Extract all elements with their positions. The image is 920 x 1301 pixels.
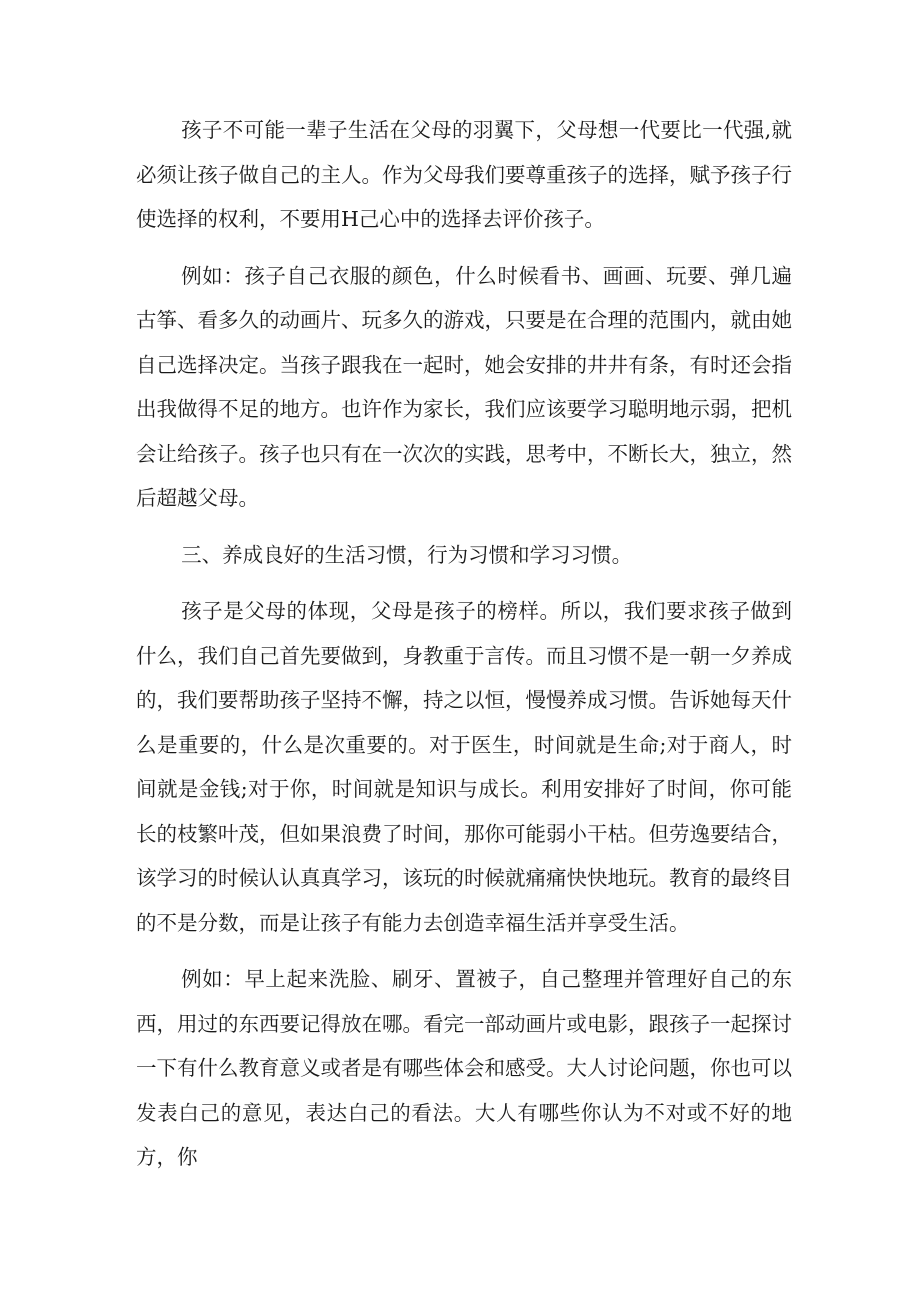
paragraph-example-daily-habits: 例如：早上起来洗脸、刷牙、置被子，自己整理并管理好自己的东西，用过的东西要记得放在哪。看完一部动画片或电影，跟孩子一起探讨一下有什么教育意义或者是有哪些体会和感受。大人讨论问题，你也可以发表白己的意见，表达白己的看法。大人有哪些你认为不对或不好的地方，你 xyxy=(136,967,792,1169)
document-body xyxy=(136,108,792,1180)
paragraph-example-choices: 例如：孩子自己衣服的颜色，什么时候看书、画画、玩要、弹几遍古筝、看多久的动画片、玩多久的游戏，只要是在合理的范围内，就由她自己选择决定。当孩子跟我在一起时，她会安排的井井有条，有时还会指出我做得不足的地方。也许作为家长，我们应该要学习聪明地示弱，把机会让给孩子。孩子也只有在一次次的实践，思考中，不断长大，独立，然后超越父母。 xyxy=(136,263,792,510)
paragraph-children-ownership: 孩子不可能一辈子生活在父母的羽翼下，父母想一代要比一代强,就必须让孩子做自己的主人。作为父母我们要尊重孩子的选择，赋予孩子行使选择的权利，不要用H己心中的选择去评价孩子。 xyxy=(136,118,792,231)
section-heading-habits: 三、养成良好的生活习惯，行为习惯和学习习惯。 xyxy=(181,542,633,567)
paragraph-parents-role-model: 孩子是父母的体现，父母是孩子的榜样。所以，我们要求孩子做到什么，我们自己首先要做到，身教重于言传。而且习惯不是一朝一夕养成的，我们要帮助孩子坚持不懈，持之以恒，慢慢养成习惯。告诉她每天什么是重要的，什么是次重要的。对于医生，时间就是生命;对于商人，时间就是金钱;对于你，时间就是知识与成长。利用安排好了时间，你可能长的枝繁叶茂，但如果浪费了时间，那你可能弱小干枯。但劳逸要结合，该学习的时候认认真真学习，该玩的时候就痛痛快快地玩。教育的最终目的不是分数，而是让孩子有能力去创造幸福生活并享受生活。 xyxy=(136,599,792,935)
